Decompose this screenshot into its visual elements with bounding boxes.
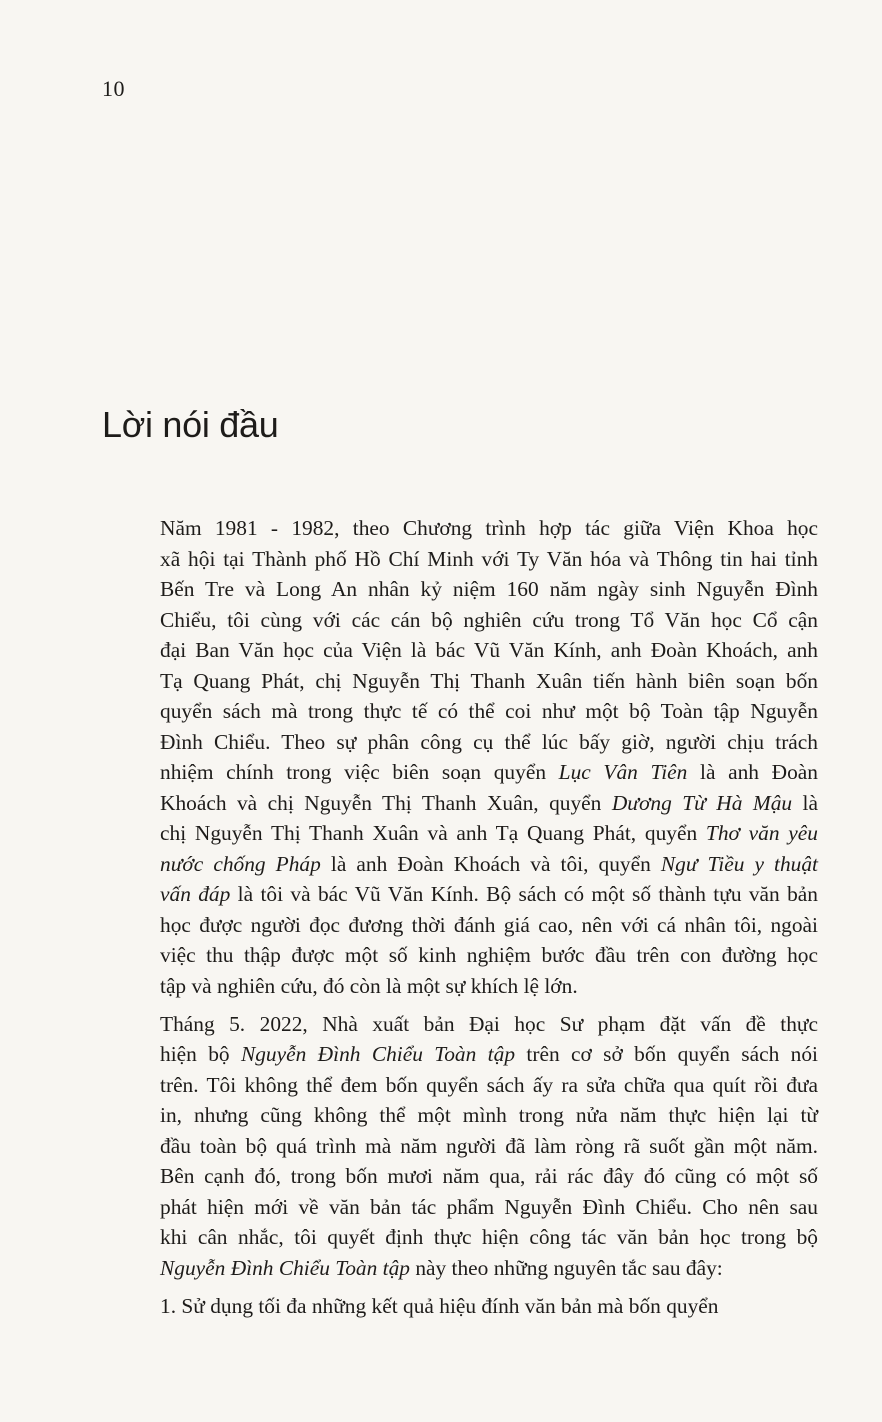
italic-title: Nguyễn Đình Chiểu Toàn tập [240, 1042, 516, 1066]
text-run: tập và nghiên cứu, đó còn là một sự khích lệ lớn. [160, 973, 578, 998]
italic-title: vấn đáp [160, 882, 231, 906]
paragraph [102, 1009, 818, 1284]
text-line [102, 818, 818, 849]
text-run: học được người đọc đương thời đánh giá cao, nên với cá nhân tôi, ngoài [160, 912, 818, 937]
text-line [102, 788, 818, 819]
text-run: Chiểu, tôi cùng với các cán bộ nghiên cứu trong Tổ Văn học Cổ cận [160, 607, 818, 632]
text-line [102, 1131, 818, 1162]
text-line [102, 971, 818, 1002]
text-run: Bên cạnh đó, trong bốn mươi năm qua, rải rác đây đó cũng có một số [160, 1164, 818, 1188]
text-line [102, 1070, 818, 1101]
text-line [102, 513, 818, 544]
text-line [102, 1222, 818, 1253]
text-run: Đình Chiểu. Theo sự phân công cụ thể lúc bấy giờ, người chịu trách [160, 729, 818, 754]
italic-title: Thơ văn yêu [705, 821, 818, 845]
text-run: là anh Đoàn [687, 760, 818, 784]
text-line [102, 605, 818, 636]
text-line [102, 1009, 818, 1040]
text-line [102, 574, 818, 605]
text-line [102, 757, 818, 788]
text-run: Tạ Quang Phát, chị Nguyễn Thị Thanh Xuân tiến hành biên soạn bốn [160, 668, 818, 693]
text-line [102, 696, 818, 727]
text-line [102, 1161, 818, 1192]
text-line [102, 940, 818, 971]
text-line [102, 1253, 818, 1284]
page-title: Lời nói đầu [102, 404, 279, 445]
text-line [102, 879, 818, 910]
text-run: khi cân nhắc, tôi quyết định thực hiện công tác văn bản học trong bộ [160, 1225, 818, 1249]
italic-title: Lục Vân Tiên [558, 760, 688, 784]
text-run: việc thu thập được một số kinh nghiệm bước đầu trên con đường học [160, 943, 818, 967]
text-run: Năm 1981 - 1982, theo Chương trình hợp tác giữa Viện Khoa học [160, 516, 818, 540]
text-run: quyển sách mà trong thực tế có thể coi như một bộ Toàn tập Nguyễn [160, 699, 818, 723]
text-run: đại Ban Văn học của Viện là bác Vũ Văn Kính, anh Đoàn Khoách, anh [160, 638, 818, 662]
text-run: in, nhưng cũng không thể một mình trong nửa năm thực hiện lại từ [160, 1103, 818, 1127]
text-run: chị Nguyễn Thị Thanh Xuân và anh Tạ Quang Phát, quyển [160, 821, 706, 845]
text-line [102, 849, 818, 880]
text-run: trên cơ sở bốn quyển sách nói [515, 1042, 818, 1066]
text-run: Khoách và chị Nguyễn Thị Thanh Xuân, quyển [160, 790, 612, 815]
text-run: đầu toàn bộ quá trình mà năm người đã làm ròng rã suốt gần một năm. [160, 1133, 818, 1158]
text-line [102, 1100, 818, 1131]
text-line [102, 1192, 818, 1223]
italic-title: Ngư Tiều y thuật [660, 851, 818, 876]
text-run: là [792, 790, 818, 815]
page-number: 10 [102, 76, 125, 101]
italic-title: Dương Từ Hà Mậu [611, 790, 793, 815]
text-run: trên. Tôi không thể đem bốn quyển sách ấy ra sửa chữa qua quít rồi đưa [160, 1072, 818, 1097]
italic-title: nước chống Pháp [160, 851, 321, 876]
text-line [102, 727, 818, 758]
text-line [102, 544, 818, 575]
text-run: Bến Tre và Long An nhân kỷ niệm 160 năm ngày sinh Nguyễn Đình [160, 577, 818, 601]
text-run: phát hiện mới về văn bản tác phẩm Nguyễn Đình Chiểu. Cho nên sau [160, 1194, 818, 1219]
text-line [102, 635, 818, 666]
italic-title: Nguyễn Đình Chiểu Toàn tập [160, 1255, 410, 1280]
text-run: hiện bộ [160, 1042, 241, 1066]
text-run: xã hội tại Thành phố Hồ Chí Minh với Ty Văn hóa và Thông tin hai tỉnh [160, 546, 818, 571]
paragraph [102, 513, 818, 1001]
text-run: Tháng 5. 2022, Nhà xuất bản Đại học Sư phạm đặt vấn đề thực [160, 1011, 818, 1036]
text-run: này theo những nguyên tắc sau đây: [409, 1255, 723, 1280]
text-line [102, 910, 818, 941]
text-line [102, 666, 818, 697]
text-run: nhiệm chính trong việc biên soạn quyển [160, 760, 559, 784]
text-run: là anh Đoàn Khoách và tôi, quyển [320, 851, 661, 876]
text-line [102, 1039, 818, 1070]
body-text [102, 513, 818, 1321]
text-run: là tôi và bác Vũ Văn Kính. Bộ sách có một số thành tựu văn bản [230, 882, 818, 906]
list-item: 1. Sử dụng tối đa những kết quả hiệu đính văn bản mà bốn quyển [160, 1293, 719, 1318]
